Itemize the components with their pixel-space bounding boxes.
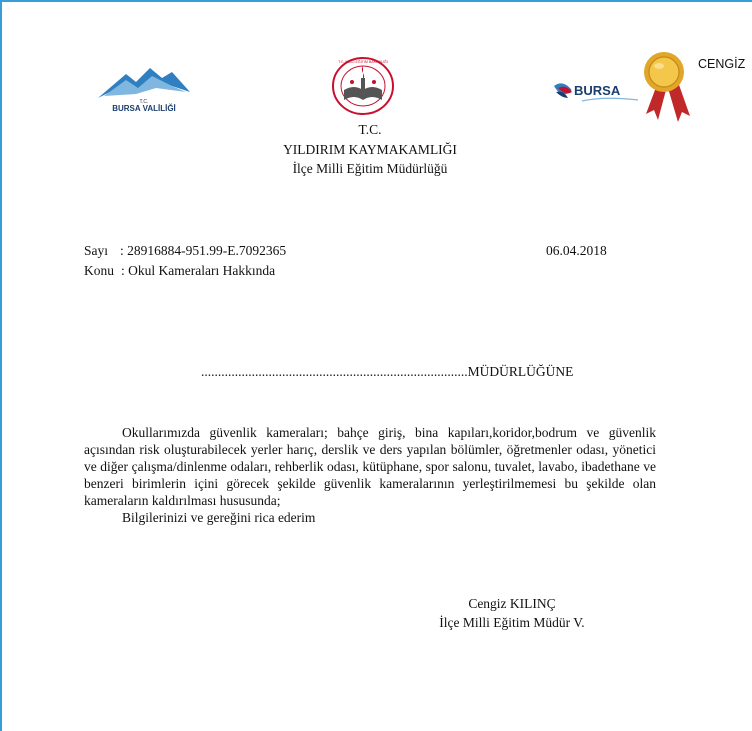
bursa-city-logo (552, 76, 642, 108)
logo-bursa-text: BURSA (574, 83, 621, 98)
meb-logo (330, 56, 396, 116)
sayi-value: : 28916884-951.99-E.7092365 (120, 243, 287, 258)
konu-value: : Okul Kameraları Hakkında (121, 263, 276, 278)
letter-body (84, 424, 656, 526)
sayi-label: Sayı (84, 243, 109, 258)
signature-name: Cengiz KILINÇ (468, 596, 556, 611)
signature-seal-icon (638, 48, 694, 126)
logo-valilik-text: BURSA VALİLİĞİ (112, 104, 176, 113)
logo-valilik-small: T.C. (139, 99, 149, 105)
signer-name-tag: CENGİZ (698, 57, 746, 71)
addressee-line: ...............................................................................MÜDÜRLÜĞÜNE (201, 364, 574, 379)
header-tc: T.C. (358, 122, 382, 137)
window-border-top (0, 0, 752, 2)
header-kaymakamlik: YILDIRIM KAYMAKAMLIĞI (283, 142, 457, 157)
bursa-valiligi-logo (96, 66, 192, 114)
header-mudurluk: İlçe Milli Eğitim Müdürlüğü (292, 161, 448, 176)
signature-title: İlçe Milli Eğitim Müdür V. (439, 615, 585, 630)
body-paragraph-2: Bilgilerinizi ve gereğini rica ederim (122, 510, 316, 525)
logo-meb-ring: T.C. MİLLÎ EĞİTİM BAKANLIĞI (338, 60, 388, 64)
konu-label: Konu (84, 263, 114, 278)
window-border-left (0, 0, 2, 731)
document-date: 06.04.2018 (546, 243, 607, 258)
body-paragraph-1: Okullarımızda güvenlik kameraları; bahçe giriş, bina kapıları,koridor,bodrum ve güvenlik açısından risk oluşturabilecek yerler harıç, derslik ve ders yapılan bölümler, öğretmenler odası, yönetici ve diğer çalışma/dinlenme odaları, rehberlik odası, kütüphane, spor salonu, tuvalet, lavabo, ibadethane ve benzeri birimlerin içini görecek şekilde güvenlik kameralarının yerleştirilmemesi bu şekilde olan kameraların kaldırılması hususunda; (84, 425, 656, 508)
